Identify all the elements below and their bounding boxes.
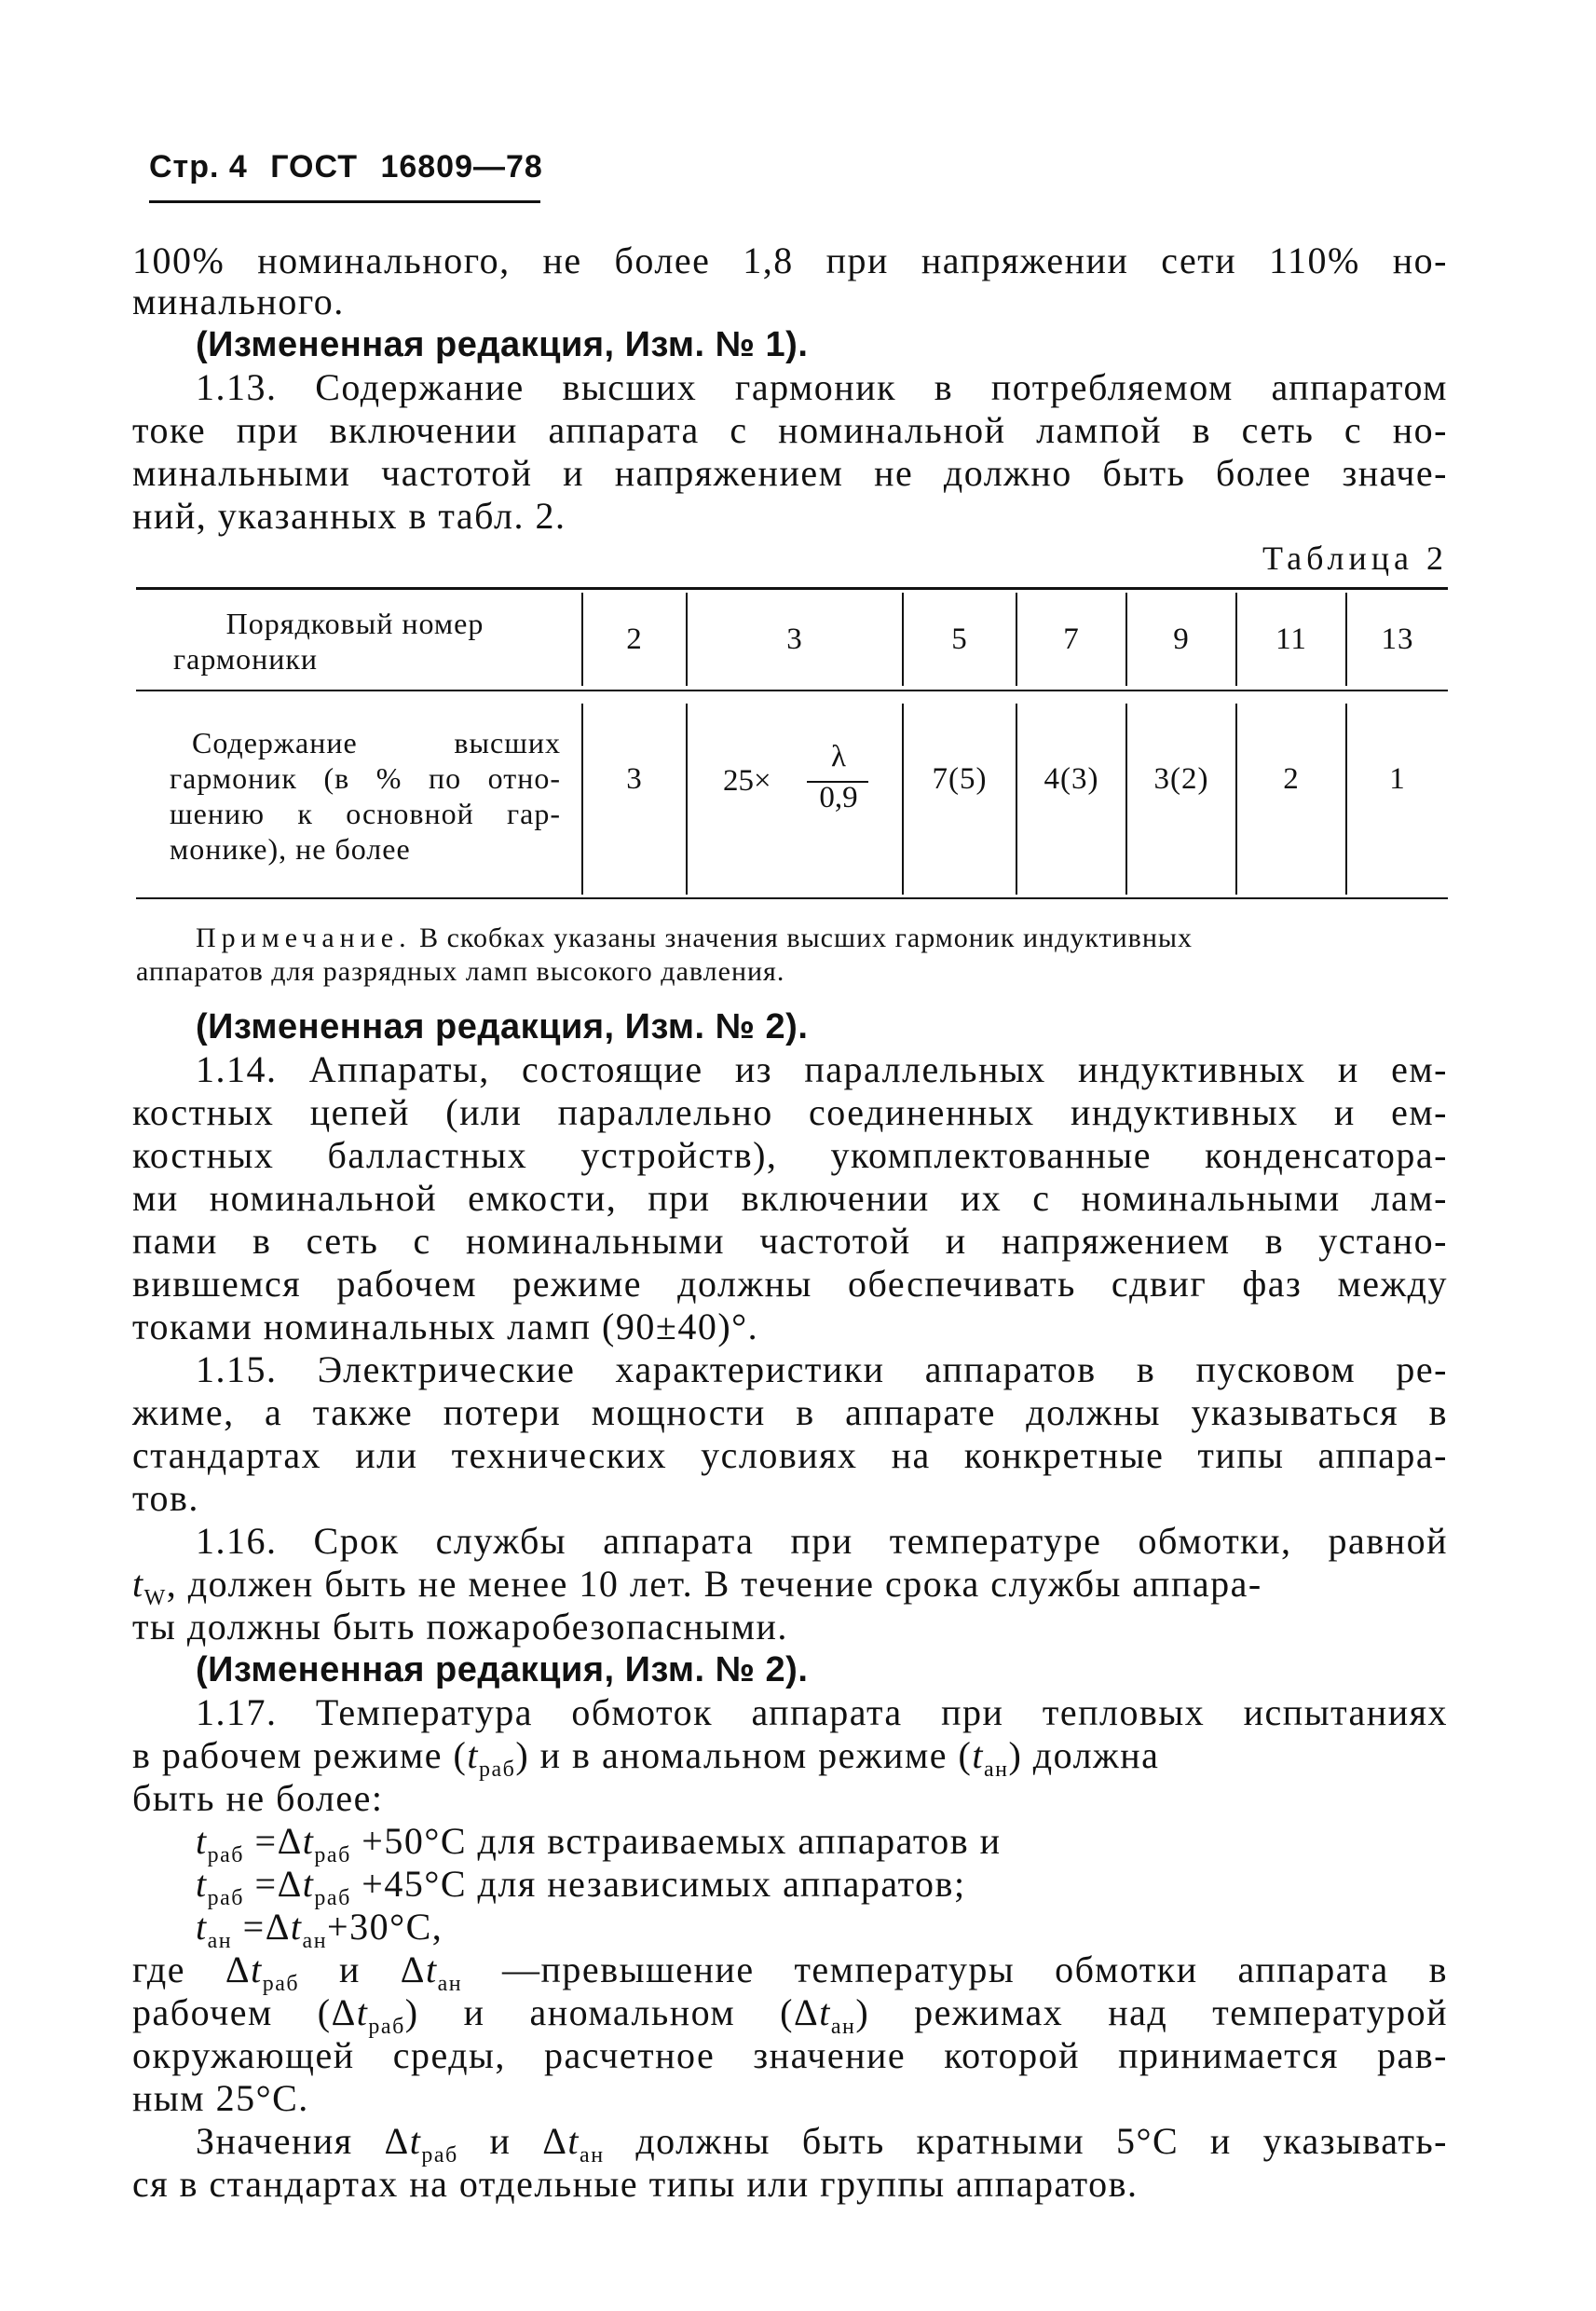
text-line: 1.16. Срок службы аппарата при температуре обмотки, равной: [196, 1520, 1448, 1562]
text-run: +45°С для независимых аппаратов;: [361, 1863, 966, 1905]
text-line: токами номинальных ламп (90±40)°.: [132, 1306, 759, 1347]
header-rule: [149, 200, 540, 203]
page-header: [149, 149, 556, 185]
subscript: раб: [421, 2143, 458, 2167]
text-line: костных цепей (или параллельно соединенных индуктивных и ем-: [132, 1091, 1448, 1133]
text-line: быть не более:: [132, 1777, 384, 1819]
text-run: —превышение температуры обмотки аппарата в: [462, 1949, 1449, 1990]
text-line: ся в стандартах на отдельные типы или группы аппаратов.: [132, 2163, 1139, 2205]
note-text: В скобках указаны значения высших гармоник индуктивных: [419, 923, 1194, 953]
text-line: жиме, а также потери мощности в аппарате должны указываться в: [132, 1391, 1448, 1433]
table-row-label-line: Содержание высших: [192, 726, 561, 759]
harmonic-content-value: 2: [1283, 762, 1300, 796]
text-run: =: [232, 1906, 266, 1948]
text-run: ) должна: [1008, 1734, 1160, 1776]
text-line: окружающей среды, расчетное значение которой принимается рав-: [132, 2034, 1448, 2076]
text-run: должны быть кратными 5°С и указывать-: [604, 2120, 1449, 2162]
text-line: Значения $\Delta t_{раб}$ и $\Delta t_{ан}$ должны быть кратными 5°С и указывать-: [196, 2120, 1449, 2167]
table-divider: [902, 704, 904, 895]
text-line: вившемся рабочем режиме должны обеспечивать сдвиг фаз между: [132, 1263, 1448, 1305]
text-line: минального.: [132, 280, 345, 322]
text-line: ний, указанных в табл. 2.: [132, 495, 566, 537]
text-run: ) и аномальном (: [404, 1991, 794, 2033]
text-line: ми номинальной емкости, при включении их с номинальными лам-: [132, 1177, 1448, 1219]
table-caption: Таблица 2: [1262, 540, 1448, 577]
text-run: и: [457, 2120, 543, 2162]
text-line: 1.17. Температура обмоток аппарата при тепловых испытаниях: [196, 1691, 1448, 1733]
text-line: стандартах или технических условиях на конкретные типы аппара-: [132, 1434, 1448, 1476]
standard-number: 16809—78: [380, 149, 543, 185]
symbol-t: t: [467, 1734, 479, 1776]
page-number: Стр. 4: [149, 149, 248, 185]
text-line: минальными частотой и напряжением не должно быть более значе-: [132, 452, 1448, 494]
harmonic-content-value: 1: [1389, 762, 1406, 796]
table-divider: [1125, 704, 1127, 895]
harmonic-number: 5: [951, 622, 968, 656]
text-line: костных балластных устройств), укомплектованные конденсатора-: [132, 1134, 1448, 1176]
text-run: рабочем (: [132, 1991, 332, 2033]
text-run: где: [132, 1949, 225, 1990]
text-line: 100% номинального, не более 1,8 при напряжении сети 110% но-: [132, 239, 1448, 281]
amendment-note: (Измененная редакция, Изм. № 2).: [196, 1650, 809, 1689]
subscript: раб: [262, 1972, 300, 1996]
text-line: токе при включении аппарата с номинальной лампой в сеть с но-: [132, 409, 1448, 451]
subscript: раб: [207, 1843, 244, 1867]
subscript: раб: [478, 1757, 516, 1782]
formula-numerator: λ: [830, 740, 846, 773]
text-line: 1.14. Аппараты, состоящие из параллельных индуктивных и ем-: [196, 1048, 1448, 1090]
text-line: ным 25°С.: [132, 2077, 309, 2119]
table-header-label: [136, 606, 574, 677]
table-divider: [686, 704, 688, 895]
text-run: ) режимах над температурой: [855, 1991, 1449, 2033]
formula-line: $t_{раб} =\Delta t_{раб} +45^\circ С$ для независимых аппаратов;: [196, 1863, 966, 1910]
table-divider: [1016, 704, 1017, 895]
harmonic-number: 9: [1173, 622, 1190, 656]
table-rule-bottom: [136, 897, 1448, 899]
formula-line: $t_{ан} =\Delta t_{ан}+30^\circ С$,: [196, 1906, 443, 1953]
subscript: раб: [314, 1843, 351, 1867]
subscript: ан: [580, 2143, 605, 2167]
table-divider: [1235, 704, 1237, 895]
symbol-t: t: [132, 1563, 144, 1605]
subscript: ан: [830, 2015, 856, 2039]
harmonics-table: [136, 587, 1448, 899]
text-run: +30°С,: [327, 1906, 443, 1948]
text-run: =: [244, 1863, 278, 1905]
table-note-line: аппаратов для разрядных ламп высокого давления.: [136, 956, 785, 987]
harmonic-number: 2: [626, 622, 643, 656]
standard-label: ГОСТ: [270, 149, 358, 185]
formula-denominator: 0,9: [819, 781, 858, 814]
text-line: пами в сеть с номинальными частотой и напряжением в устано-: [132, 1220, 1448, 1262]
subscript: раб: [314, 1886, 351, 1910]
amendment-note: (Измененная редакция, Изм. № 1).: [196, 325, 809, 364]
table-header-label-line: гармоники: [173, 642, 319, 676]
text-run: в рабочем режиме (: [132, 1734, 468, 1776]
subscript: раб: [207, 1886, 244, 1910]
text-run: ) и в аномальном режиме (: [515, 1734, 973, 1776]
text-line: 1.15. Электрические характеристики аппаратов в пусковом ре-: [196, 1348, 1448, 1390]
text-run: и: [299, 1949, 401, 1990]
text-run: Значения: [196, 2120, 385, 2162]
harmonic-content-value: 3(2): [1153, 762, 1209, 796]
text-run: , должен быть не менее 10 лет. В течение срока службы аппара-: [166, 1563, 1262, 1605]
table-row-label-line: шению к основной гар-: [170, 797, 561, 830]
text-line: где $\Delta t_{раб}$ и $\Delta t_{ан}$ —превышение температуры обмотки аппарата в: [132, 1949, 1449, 1996]
note-label: Примечание.: [196, 923, 412, 953]
harmonic-content-value: 7(5): [932, 762, 988, 796]
harmonic-content-value: 4(3): [1044, 762, 1099, 796]
table-divider: [1345, 704, 1347, 895]
table-divider: [581, 704, 583, 895]
text-line: рабочем $(\Delta t_{раб})$ и аномальном $(\Delta t_{ан})$ режимах над температурой: [132, 1991, 1449, 2039]
symbol-t: t: [972, 1734, 984, 1776]
table-rule-top: [136, 587, 1448, 590]
table-rule-middle: [136, 690, 1448, 691]
amendment-note: (Измененная редакция, Изм. № 2).: [196, 1007, 809, 1046]
formula-prefix: 25×: [723, 764, 771, 798]
harmonic-number: 13: [1381, 622, 1414, 656]
subscript: ан: [983, 1757, 1009, 1782]
text-line: тов.: [132, 1477, 199, 1519]
harmonic-content-value: 3: [626, 762, 643, 796]
subscript: раб: [368, 2015, 405, 2039]
text-run: +50°С для встраиваемых аппаратов и: [361, 1820, 1002, 1862]
subscript: ан: [207, 1929, 233, 1953]
harmonic-number: 7: [1063, 622, 1080, 656]
table-row-label-line: гармоник (в % по отно-: [170, 761, 561, 795]
table-row-label: [170, 725, 561, 867]
harmonic-number: 11: [1275, 622, 1307, 656]
harmonic-number: 3: [786, 622, 803, 656]
subscript: ан: [302, 1929, 328, 1953]
formula-cell: [723, 740, 881, 818]
table-note: [196, 923, 1448, 954]
text-run: =: [244, 1820, 278, 1862]
text-line: ты должны быть пожаробезопасными.: [132, 1606, 788, 1648]
table-header-label-line: Порядковый номер: [225, 607, 484, 640]
table-row-label-line: монике), не более: [170, 832, 411, 866]
text-line: 1.13. Содержание высших гармоник в потребляемом аппаратом: [196, 366, 1448, 408]
subscript: W: [143, 1586, 167, 1610]
formula-line: $t_{раб} =\Delta t_{раб} +50^\circ С$ для встраиваемых аппаратов и: [196, 1820, 1002, 1867]
subscript: ан: [437, 1972, 463, 1996]
